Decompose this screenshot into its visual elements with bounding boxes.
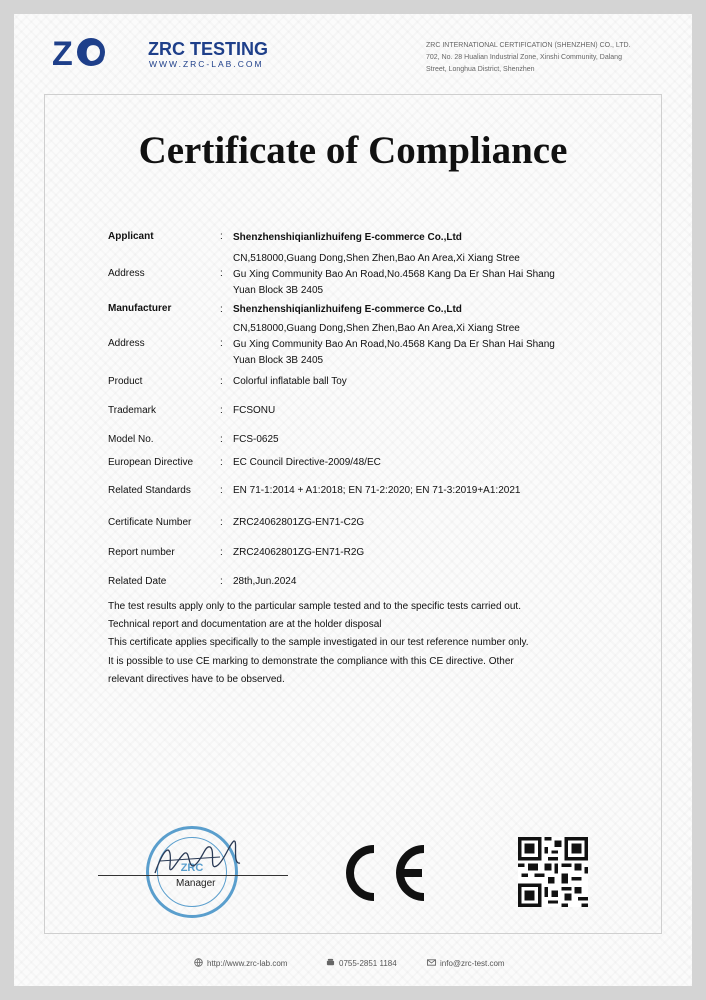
- colon: :: [220, 547, 223, 558]
- phone-icon: [326, 958, 335, 967]
- manufacturer-address: [233, 321, 587, 369]
- standards-label: Related Standards: [108, 485, 191, 496]
- cert-number-value: ZRC24062801ZG-EN71-C2G: [233, 517, 365, 528]
- applicant-value: Shenzhenshiqianlizhuifeng E-commerce Co.,Ltd: [233, 232, 462, 243]
- colon: :: [220, 231, 223, 242]
- zrc-logo: [52, 37, 272, 71]
- product-label: Product: [108, 376, 143, 387]
- standards-value: EN 71-1:2014 + A1:2018; EN 71-2:2020; EN 71-3:2019+A1:2021: [233, 485, 521, 496]
- company-line: ZRC INTERNATIONAL CERTIFICATION (SHENZHEN) CO., LTD.: [426, 42, 631, 49]
- brand-name: ZRC TESTING: [148, 39, 268, 59]
- website-text: http://www.zrc-lab.com: [207, 959, 288, 968]
- model-value: FCS-0625: [233, 434, 279, 445]
- note-line: relevant directives have to be observed.: [108, 673, 285, 685]
- manufacturer-address-label: Address: [108, 338, 145, 349]
- colon: :: [220, 304, 223, 315]
- product-value: Colorful inflatable ball Toy: [233, 376, 347, 387]
- report-number-value: ZRC24062801ZG-EN71-R2G: [233, 547, 365, 558]
- trademark-value: FCSONU: [233, 405, 276, 416]
- signature-line: [98, 875, 288, 876]
- note-line: The test results apply only to the particular sample tested and to the specific tests carried out.: [108, 601, 521, 612]
- directive-value: EC Council Directive-2009/48/EC: [233, 457, 381, 468]
- manager-label: Manager: [176, 878, 216, 889]
- date-label: Related Date: [108, 576, 167, 587]
- email-text: info@zrc-test.com: [440, 959, 505, 968]
- colon: :: [220, 376, 223, 387]
- applicant-address: [233, 251, 587, 299]
- colon: :: [220, 434, 223, 445]
- note-line: Technical report and documentation are at the holder disposal: [108, 619, 382, 631]
- compliance-notes: [108, 598, 578, 689]
- manufacturer-value: Shenzhenshiqianlizhuifeng E-commerce Co.,Ltd: [233, 304, 462, 315]
- colon: :: [220, 576, 223, 587]
- address-line: Gu Xing Community Bao An Road,No.4568 Kang Da Er Shan Hai Shang: [233, 269, 555, 280]
- qr-code: [518, 837, 588, 907]
- colon: :: [220, 268, 223, 279]
- colon: :: [220, 338, 223, 349]
- date-value: 28th,Jun.2024: [233, 576, 297, 587]
- logo-ring-icon: [77, 38, 105, 66]
- phone-text: 0755-2851 1184: [339, 959, 397, 968]
- colon: :: [220, 405, 223, 416]
- logo-mark: Z C: [52, 35, 104, 73]
- ce-mark: [344, 843, 432, 903]
- address-line: CN,518000,Guang Dong,Shen Zhen,Bao An Area,Xi Xiang Stree: [233, 323, 520, 334]
- footer-phone[interactable]: [326, 958, 397, 968]
- cert-number-label: Certificate Number: [108, 517, 192, 528]
- globe-icon: [194, 958, 203, 967]
- model-label: Model No.: [108, 434, 154, 445]
- mail-icon: [427, 958, 436, 967]
- certificate-border: [44, 94, 662, 934]
- address-line: Yuan Block 3B 2405: [233, 355, 324, 366]
- address-label: Address: [108, 268, 145, 279]
- footer-email[interactable]: [427, 958, 505, 968]
- directive-label: European Directive: [108, 457, 194, 468]
- report-number-label: Report number: [108, 547, 175, 558]
- note-line: It is possible to use CE marking to demonstrate the compliance with this CE directive. Other: [108, 655, 514, 667]
- address-line: Yuan Block 3B 2405: [233, 285, 324, 296]
- address-line: CN,518000,Guang Dong,Shen Zhen,Bao An Area,Xi Xiang Stree: [233, 253, 520, 264]
- colon: :: [220, 485, 223, 496]
- applicant-label: Applicant: [108, 231, 154, 242]
- colon: :: [220, 457, 223, 468]
- seal-text: ZRC: [180, 862, 204, 874]
- address-line: Gu Xing Community Bao An Road,No.4568 Kang Da Er Shan Hai Shang: [233, 339, 555, 350]
- company-address: [426, 40, 666, 76]
- footer-website[interactable]: [194, 958, 287, 968]
- manufacturer-label: Manufacturer: [108, 303, 172, 314]
- colon: :: [220, 517, 223, 528]
- brand-url: WWW.ZRC-LAB.COM: [149, 59, 264, 69]
- certificate-title: Certificate of Compliance: [138, 129, 568, 172]
- trademark-label: Trademark: [108, 405, 156, 416]
- note-line: This certificate applies specifically to the sample investigated in our test reference number only.: [108, 637, 529, 649]
- company-line: 702, No. 28 Hualian Industrial Zone, Xinshi Community, Dalang: [426, 54, 622, 61]
- company-line: Street, Longhua District, Shenzhen: [426, 66, 535, 73]
